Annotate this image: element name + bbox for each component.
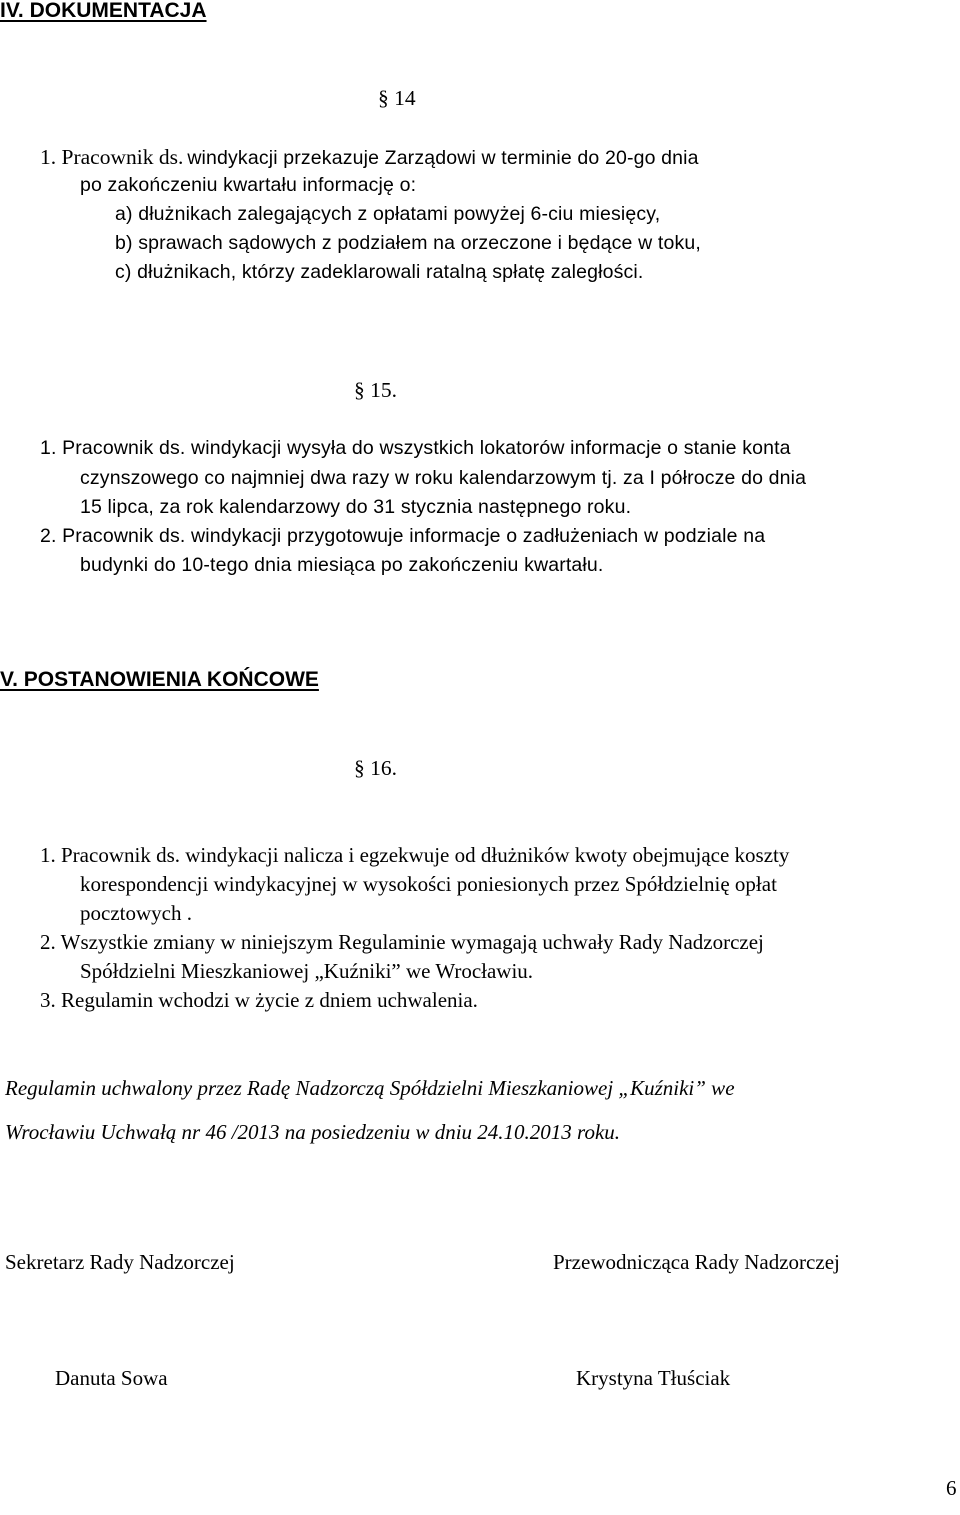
paragraph-14-line-1-start: 1. Pracownik ds. xyxy=(40,145,184,169)
paragraph-16-line-5: Spółdzielni Mieszkaniowej „Kuźniki” we Wrocławiu. xyxy=(80,959,534,983)
signature-right-name: Krystyna Tłuściak xyxy=(576,1366,731,1390)
paragraph-15-line-5: budynki do 10-tego dnia miesiąca po zakończeniu kwartału. xyxy=(80,554,604,576)
paragraph-16-line-3: pocztowych . xyxy=(80,901,192,925)
section-5-heading: V. POSTANOWIENIA KOŃCOWE xyxy=(0,668,319,691)
signature-left-title: Sekretarz Rady Nadzorczej xyxy=(5,1250,235,1274)
paragraph-14-item-b: b) sprawach sądowych z podziałem na orzeczone i będące w toku, xyxy=(115,232,701,254)
paragraph-15-line-2: czynszowego co najmniej dwa razy w roku kalendarzowym tj. za I półrocze do dnia xyxy=(80,467,807,489)
paragraph-15-line-1: 1. Pracownik ds. windykacji wysyła do wszystkich lokatorów informacje o stanie konta xyxy=(40,437,791,459)
paragraph-14-item-c: c) dłużnikach, którzy zadeklarowali ratalną spłatę zaległości. xyxy=(115,261,644,283)
adoption-note-line-1: Regulamin uchwalony przez Radę Nadzorczą Spółdzielni Mieszkaniowej „Kuźniki” we xyxy=(5,1076,735,1100)
paragraph-15-line-4: 2. Pracownik ds. windykacji przygotowuje informacje o zadłużeniach w podziale na xyxy=(40,525,766,547)
paragraph-14-symbol: § 14 xyxy=(378,86,416,110)
signature-left-name: Danuta Sowa xyxy=(55,1366,168,1390)
paragraph-16-line-4: 2. Wszystkie zmiany w niniejszym Regulaminie wymagają uchwały Rady Nadzorczej xyxy=(40,930,764,954)
paragraph-14-line-2: po zakończeniu kwartału informację o: xyxy=(80,174,417,196)
paragraph-15-symbol: § 15. xyxy=(354,378,397,402)
paragraph-16-line-6: 3. Regulamin wchodzi w życie z dniem uchwalenia. xyxy=(40,988,478,1012)
paragraph-14-item-a: a) dłużnikach zalegających z opłatami powyżej 6-ciu miesięcy, xyxy=(115,203,661,225)
paragraph-16-symbol: § 16. xyxy=(354,756,397,780)
section-4-heading: IV. DOKUMENTACJA xyxy=(0,0,207,22)
paragraph-16-line-2: korespondencji windykacyjnej w wysokości poniesionych przez Spółdzielnię opłat xyxy=(80,872,777,896)
signature-right-title: Przewodnicząca Rady Nadzorczej xyxy=(553,1250,840,1274)
paragraph-14-line-1 xyxy=(40,145,699,170)
adoption-note-line-2: Wrocławiu Uchwałą nr 46 /2013 na posiedzeniu w dniu 24.10.2013 roku. xyxy=(5,1120,621,1144)
paragraph-14-line-1-rest: windykacji przekazuje Zarządowi w terminie do 20-go dnia xyxy=(187,147,699,169)
paragraph-16-line-1: 1. Pracownik ds. windykacji nalicza i egzekwuje od dłużników kwoty obejmujące koszty xyxy=(40,843,790,867)
paragraph-15-line-3: 15 lipca, za rok kalendarzowy do 31 stycznia następnego roku. xyxy=(80,496,632,518)
page-number: 6 xyxy=(946,1476,957,1500)
